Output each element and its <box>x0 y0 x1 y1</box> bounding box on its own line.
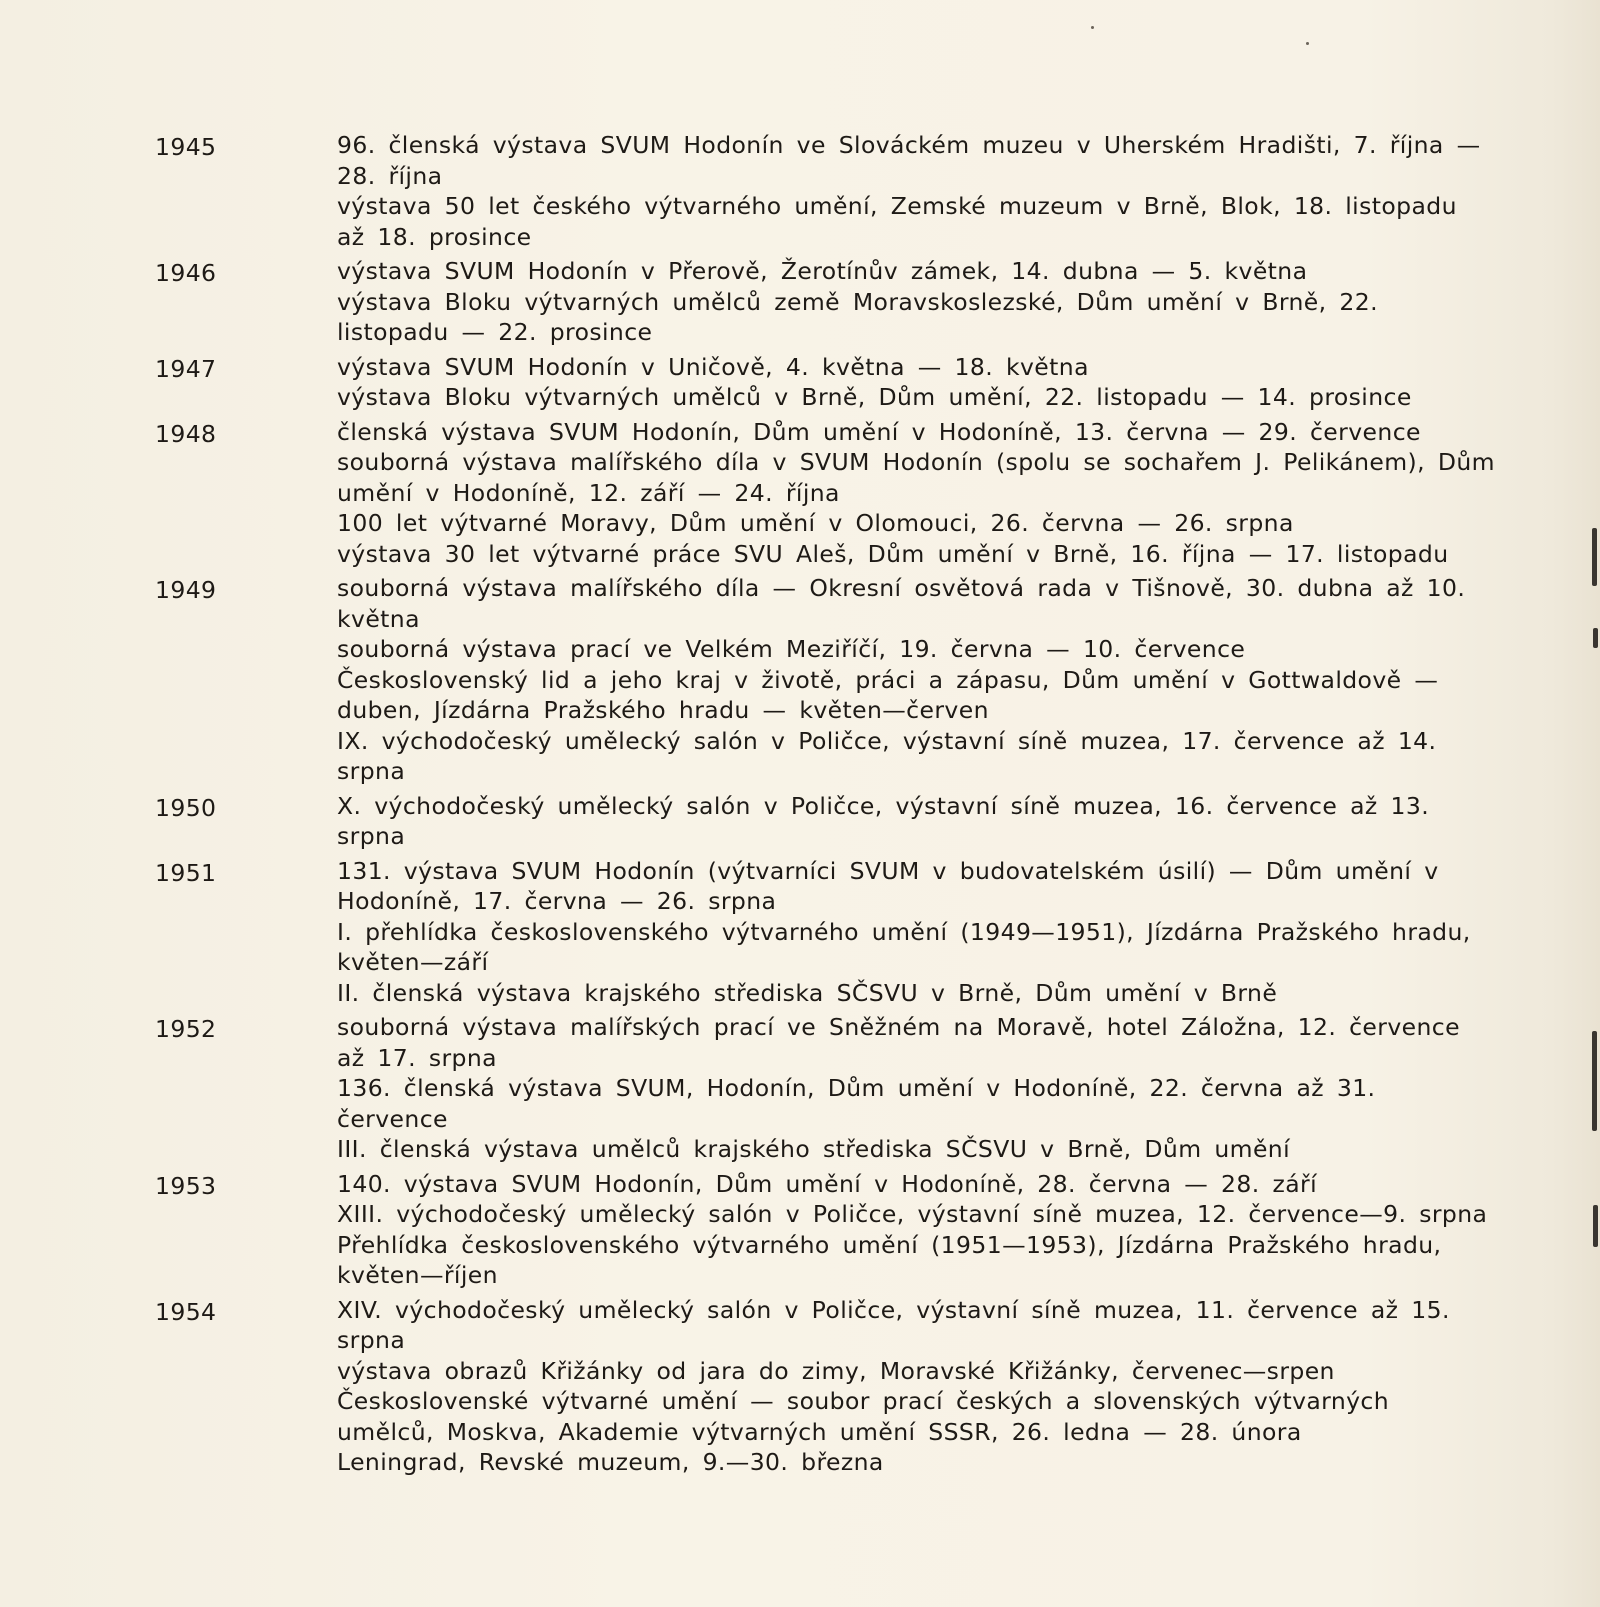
exhibition-entry: souborná výstava prací ve Velkém Meziříčí, 19. června — 10. července <box>337 635 1246 663</box>
year-block-1946 <box>155 256 1495 348</box>
exhibition-entry: 131. výstava SVUM Hodonín (výtvarníci SVUM v budovatelském úsilí) — Dům umění v Hodoníně, 17. června — 26. srpna <box>337 856 1439 915</box>
year-label: 1946 <box>155 259 217 287</box>
exhibition-list <box>337 256 1495 348</box>
page-edge-mark <box>1592 528 1597 586</box>
exhibition-entry: výstava SVUM Hodonín v Uničově, 4. května — 18. května <box>337 352 1089 381</box>
exhibition-entry: III. členská výstava umělců krajského střediska SČSVU v Brně, Dům umění <box>337 1135 1291 1163</box>
exhibition-entry: výstava Bloku výtvarných umělců v Brně, Dům umění, 22. listopadu — 14. prosince <box>337 383 1412 411</box>
year-block-1948 <box>155 417 1495 570</box>
exhibition-entry: členská výstava SVUM Hodonín, Dům umění v Hodoníně, 13. června — 29. července <box>337 417 1421 446</box>
exhibition-entry: Československé výtvarné umění — soubor prací českých a slovenských výtvarných umělců, Moskva, Akademie výtvarných umění SSSR, 26. ledna — 28. února <box>337 1387 1390 1446</box>
page-edge-mark <box>1592 1031 1597 1131</box>
exhibition-entry: Československý lid a jeho kraj v životě, práci a zápasu, Dům umění v Gottwaldově — duben, Jízdárna Pražského hradu — květen—červen <box>337 665 1439 724</box>
exhibition-entry: X. východočeský umělecký salón v Poličce, výstavní síně muzea, 16. července až 13. srpna <box>337 791 1430 850</box>
exhibition-list <box>337 856 1495 1009</box>
exhibition-list <box>337 791 1495 852</box>
year-block-1953 <box>155 1169 1495 1291</box>
exhibition-entry: XIII. východočeský umělecký salón v Poličce, výstavní síně muzea, 12. července—9. srpna <box>337 1200 1488 1228</box>
year-label: 1949 <box>155 576 217 604</box>
exhibition-entry: výstava 50 let českého výtvarného umění, Zemské muzeum v Brně, Blok, 18. listopadu až 18. prosince <box>337 192 1457 251</box>
year-label: 1953 <box>155 1171 217 1200</box>
exhibition-entry: Leningrad, Revské muzeum, 9.—30. března <box>337 1448 884 1476</box>
year-label: 1948 <box>155 419 217 448</box>
exhibition-entry: výstava Bloku výtvarných umělců země Moravskoslezské, Dům umění v Brně, 22. listopadu — 22. prosince <box>337 287 1378 346</box>
exhibition-entry: 96. členská výstava SVUM Hodonín ve Slováckém muzeu v Uherském Hradišti, 7. října — 28. října <box>337 131 1481 190</box>
exhibition-entry: výstava obrazů Křižánky od jara do zimy, Moravské Křižánky, červenec—srpen <box>337 1356 1335 1385</box>
year-block-1950 <box>155 791 1495 852</box>
exhibition-list <box>337 573 1495 787</box>
page-edge-mark <box>1593 628 1598 648</box>
exhibition-entry: souborná výstava malířských prací ve Sněžném na Moravě, hotel Záložna, 12. července až 17. srpna <box>337 1013 1460 1072</box>
exhibition-entry: souborná výstava malířského díla v SVUM Hodonín (spolu se sochařem J. Pelikánem), Dům umění v Hodoníně, 12. září — 24. října <box>337 448 1495 507</box>
year-label: 1954 <box>155 1297 217 1326</box>
exhibition-list <box>337 417 1495 570</box>
exhibition-list <box>337 130 1495 252</box>
exhibition-entry: souborná výstava malířského díla — Okresní osvětová rada v Tišnově, 30. dubna až 10. května <box>337 574 1466 633</box>
exhibition-list <box>337 1012 1495 1165</box>
exhibition-entry: I. přehlídka československého výtvarného umění (1949—1951), Jízdárna Pražského hradu, květen—září <box>337 917 1471 976</box>
exhibition-list <box>337 352 1495 413</box>
dust-speck <box>1091 26 1094 29</box>
year-block-1947 <box>155 352 1495 413</box>
exhibition-chronology <box>155 130 1495 1482</box>
exhibition-entry: II. členská výstava krajského střediska SČSVU v Brně, Dům umění v Brně <box>337 978 1278 1007</box>
year-block-1949 <box>155 573 1495 787</box>
exhibition-entry: Přehlídka československého výtvarného umění (1951—1953), Jízdárna Pražského hradu, květen—říjen <box>337 1230 1442 1289</box>
year-block-1945 <box>155 130 1495 252</box>
year-label: 1951 <box>155 858 217 887</box>
exhibition-entry: výstava 30 let výtvarné práce SVU Aleš, Dům umění v Brně, 16. října — 17. listopadu <box>337 539 1449 568</box>
year-block-1952 <box>155 1012 1495 1165</box>
exhibition-entry: výstava SVUM Hodonín v Přerově, Žerotínův zámek, 14. dubna — 5. května <box>337 257 1308 285</box>
year-label: 1945 <box>155 133 217 161</box>
year-label: 1947 <box>155 354 217 383</box>
exhibition-list <box>337 1169 1495 1291</box>
year-label: 1950 <box>155 793 217 822</box>
year-block-1951 <box>155 856 1495 1009</box>
page-edge-mark <box>1593 1205 1598 1247</box>
exhibition-entry: XIV. východočeský umělecký salón v Poličce, výstavní síně muzea, 11. července až 15. srpna <box>337 1295 1450 1354</box>
exhibition-list <box>337 1295 1495 1478</box>
dust-speck <box>1306 42 1309 45</box>
year-block-1954 <box>155 1295 1495 1478</box>
exhibition-entry: IX. východočeský umělecký salón v Poličce, výstavní síně muzea, 17. července až 14. srpna <box>337 726 1437 785</box>
year-label: 1952 <box>155 1015 217 1043</box>
exhibition-entry: 136. členská výstava SVUM, Hodonín, Dům umění v Hodoníně, 22. června až 31. července <box>337 1074 1376 1133</box>
exhibition-entry: 140. výstava SVUM Hodonín, Dům umění v Hodoníně, 28. června — 28. září <box>337 1169 1318 1198</box>
exhibition-entry: 100 let výtvarné Moravy, Dům umění v Olomouci, 26. června — 26. srpna <box>337 509 1294 537</box>
